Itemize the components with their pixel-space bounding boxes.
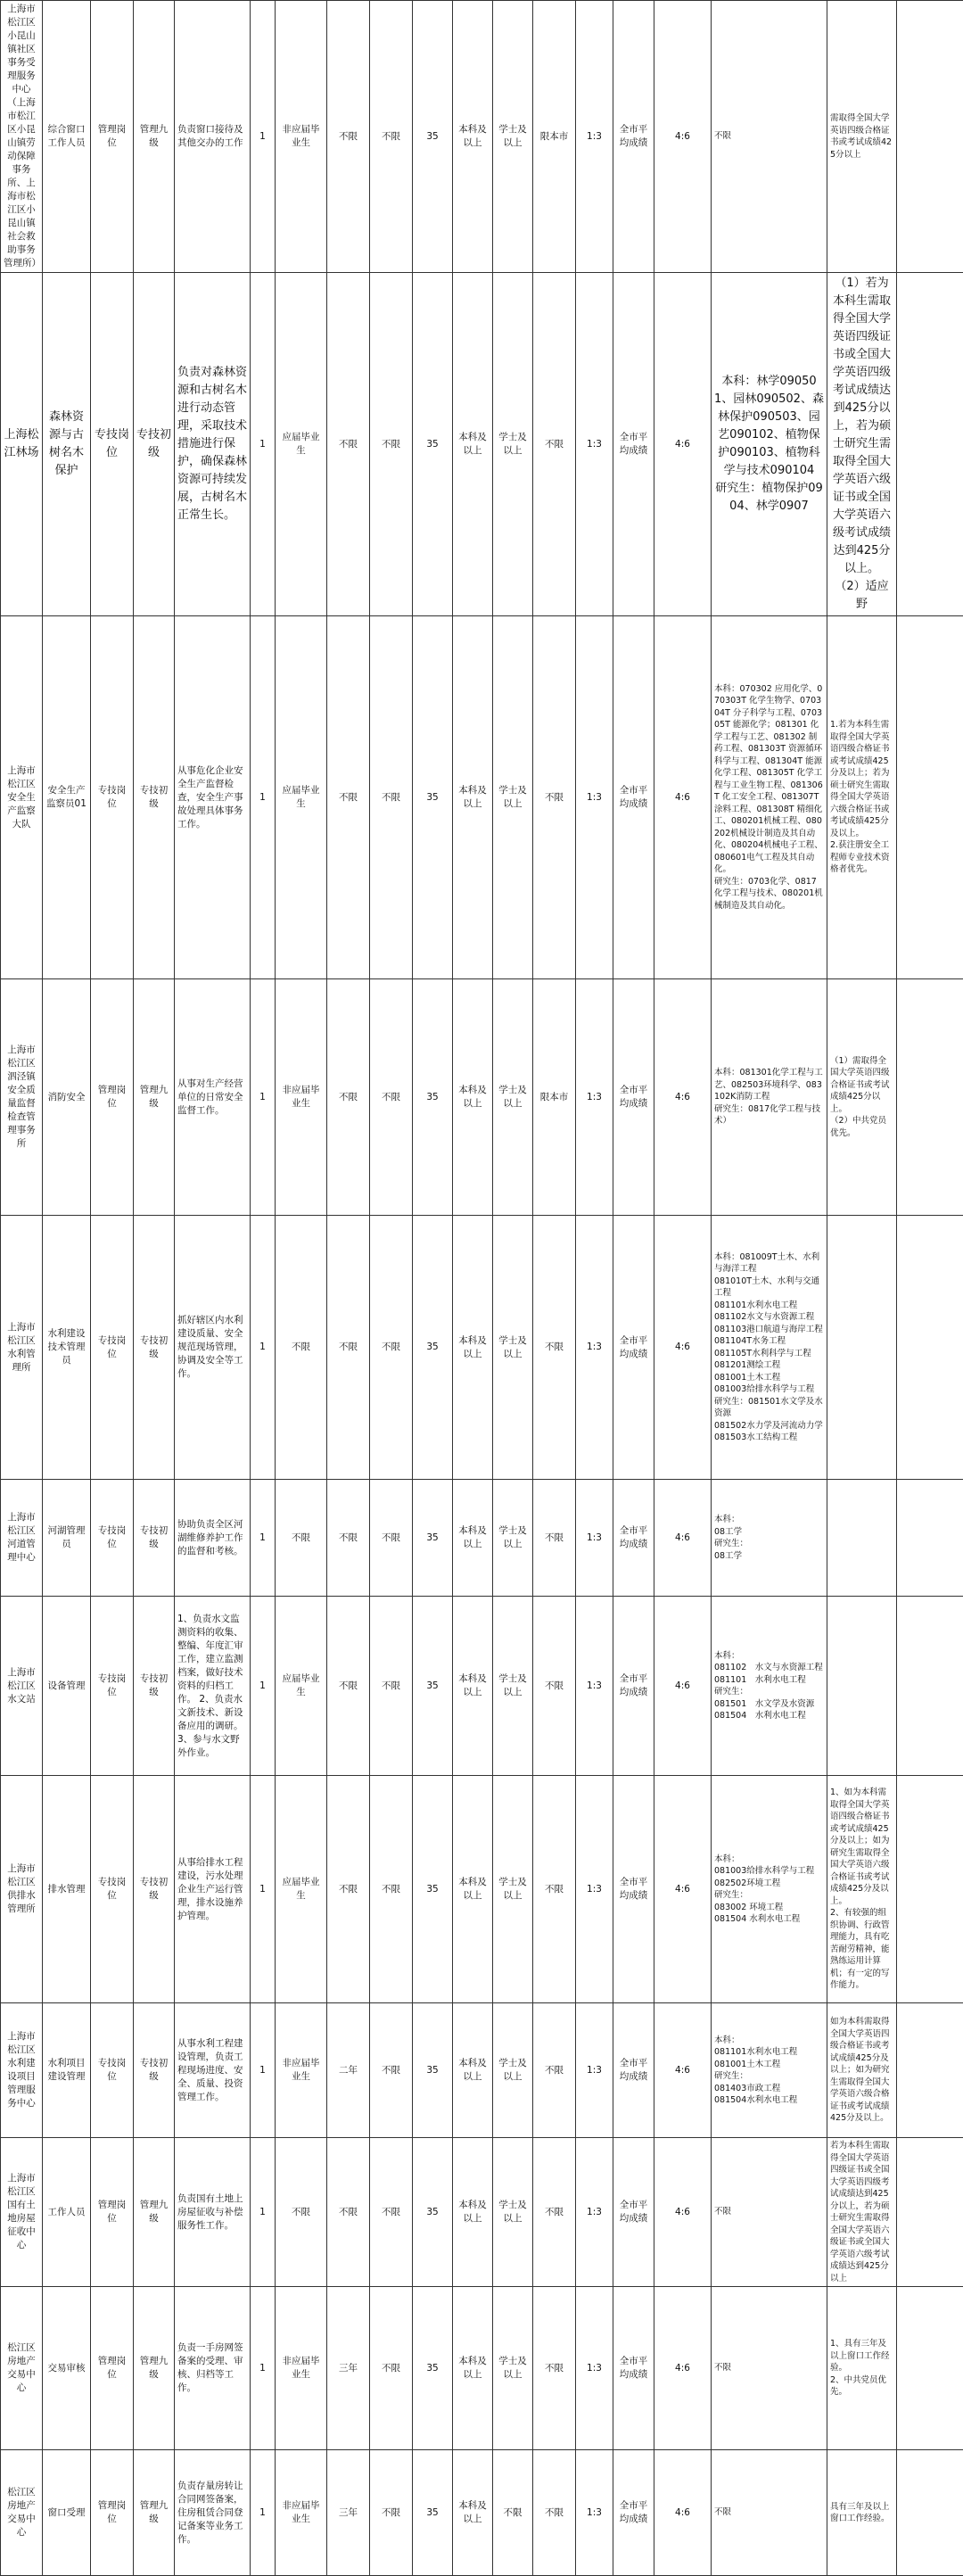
cell-ratio: 1:3 <box>576 616 613 979</box>
cell-education: 本科及以上 <box>453 1480 493 1597</box>
cell-unit: 上海市松江区水利管理所 <box>1 1216 43 1480</box>
cell-other: 如为本科需取得全国大学英语四级合格证书或考试成绩425分及以上；如为研究生需取得全国大学英语六级合格证书或考试成绩425分及以上。 <box>827 2003 897 2138</box>
cell-unit: 上海市松江区小昆山镇社区事务受理服务中心（上海市松江区小昆山镇劳动保障事务所、上海市松江区小昆山镇社会救助事务管理所） <box>1 1 43 273</box>
cell-position: 排水管理 <box>43 1776 91 2003</box>
cell-experience: 三年 <box>327 2287 370 2450</box>
cell-duties: 负责窗口接待及其他交办的工作 <box>175 1 251 273</box>
cell-degree: 学士及以上 <box>493 979 533 1216</box>
cell-major: 本科： 081102 水文与水资源工程 081101 水利水电工程 研究生： 081501 水文学及水资源 081504 水利水电工程 <box>712 1597 827 1776</box>
cell-position: 安全生产监察员01 <box>43 616 91 979</box>
table-row <box>1 616 963 979</box>
cell-target: 非应届毕业生 <box>276 2450 327 2576</box>
cell-major: 本科： 081101水利水电工程 081001土木工程 研究生： 081403市政工程 081504水利水电工程 <box>712 2003 827 2138</box>
cell-score-method: 全市平均成绩 <box>613 979 654 1216</box>
cell-target: 应届毕业生 <box>276 273 327 616</box>
cell-count: 1 <box>251 979 276 1216</box>
cell-count: 1 <box>251 1 276 273</box>
cell-household: 不限 <box>533 1216 576 1480</box>
cell-position: 水利项目建设管理 <box>43 2003 91 2138</box>
table-row <box>1 1216 963 1480</box>
cell-position: 消防安全 <box>43 979 91 1216</box>
cell-duties: 从事危化企业安全生产监督检查，安全生产事故处理具体事务工作。 <box>175 616 251 979</box>
cell-household: 不限 <box>533 273 576 616</box>
cell-unit: 松江区房地产交易中心 <box>1 2287 43 2450</box>
cell-age: 35 <box>413 616 453 979</box>
cell-degree: 学士及以上 <box>493 1480 533 1597</box>
cell-other <box>827 1216 897 1480</box>
cell-household: 不限 <box>533 2287 576 2450</box>
cell-other: （1）需取得全国大学英语四级合格证书或考试成绩425分以上。 （2）中共党员优先。 <box>827 979 897 1216</box>
cell-empty <box>897 2287 963 2450</box>
cell-education: 本科及以上 <box>453 979 493 1216</box>
cell-count: 1 <box>251 1597 276 1776</box>
cell-political: 不限 <box>370 2450 413 2576</box>
cell-empty <box>897 273 963 616</box>
cell-level: 专技初级 <box>134 1216 175 1480</box>
cell-empty <box>897 1216 963 1480</box>
cell-position: 设备管理 <box>43 1597 91 1776</box>
cell-empty <box>897 1480 963 1597</box>
cell-experience: 不限 <box>327 1776 370 2003</box>
cell-category: 专技岗位 <box>91 2003 134 2138</box>
cell-major: 不限 <box>712 2450 827 2576</box>
cell-weight: 4:6 <box>654 1 712 273</box>
cell-household: 不限 <box>533 616 576 979</box>
cell-political: 不限 <box>370 1480 413 1597</box>
cell-position: 综合窗口工作人员 <box>43 1 91 273</box>
cell-education: 本科及以上 <box>453 2003 493 2138</box>
table-row <box>1 273 963 616</box>
cell-experience: 不限 <box>327 616 370 979</box>
cell-target: 不限 <box>276 1480 327 1597</box>
cell-major: 本科：林学090501、园林090502、森林保护090503、园艺090102、植物保护090103、植物科学与技术090104 研究生：植物保护0904、林学0907 <box>712 273 827 616</box>
cell-political: 不限 <box>370 1 413 273</box>
cell-experience: 三年 <box>327 2450 370 2576</box>
cell-level: 专技初级 <box>134 1597 175 1776</box>
cell-household: 不限 <box>533 2003 576 2138</box>
cell-political: 不限 <box>370 979 413 1216</box>
cell-experience: 不限 <box>327 1 370 273</box>
cell-degree: 学士及以上 <box>493 1776 533 2003</box>
cell-weight: 4:6 <box>654 2450 712 2576</box>
cell-unit: 上海市松江区泗泾镇安全质量监督检查管理事务所 <box>1 979 43 1216</box>
cell-major: 不限 <box>712 1 827 273</box>
cell-age: 35 <box>413 1776 453 2003</box>
cell-empty <box>897 2003 963 2138</box>
cell-education: 本科及以上 <box>453 1776 493 2003</box>
cell-target: 应届毕业生 <box>276 1597 327 1776</box>
cell-category: 专技岗位 <box>91 1597 134 1776</box>
cell-degree: 学士及以上 <box>493 616 533 979</box>
cell-target: 不限 <box>276 2138 327 2287</box>
cell-category: 专技岗位 <box>91 1480 134 1597</box>
cell-score-method: 全市平均成绩 <box>613 2450 654 2576</box>
table-row <box>1 1480 963 1597</box>
table-row <box>1 2003 963 2138</box>
cell-household: 不限 <box>533 2450 576 2576</box>
cell-category: 管理岗位 <box>91 2450 134 2576</box>
cell-empty <box>897 979 963 1216</box>
cell-ratio: 1:3 <box>576 979 613 1216</box>
cell-position: 河湖管理员 <box>43 1480 91 1597</box>
cell-age: 35 <box>413 1597 453 1776</box>
cell-other <box>827 1480 897 1597</box>
cell-political: 不限 <box>370 1776 413 2003</box>
cell-other: （1）若为本科生需取得全国大学英语四级证书或全国大学英语四级考试成绩达到425分以上，若为硕士研究生需取得全国大学英语六级证书或全国大学英语六级考试成绩达到425分以上。 （2）适应野 <box>827 273 897 616</box>
cell-position: 水利建设技术管理员 <box>43 1216 91 1480</box>
cell-category: 管理岗位 <box>91 2138 134 2287</box>
cell-weight: 4:6 <box>654 1216 712 1480</box>
cell-empty <box>897 616 963 979</box>
cell-ratio: 1:3 <box>576 2138 613 2287</box>
cell-major: 本科：081009T土木、水利与海洋工程 081010T土木、水利与交通工程 081101水利水电工程 081102水文与水资源工程 081103港口航道与海岸工程 081104T水务工程 081105T水利科学与工程 081201测绘工程 081001土木工程 081003给排水科学与工程 研究生：081501水文学及水资源 081502水力学及河流动力学 081503水工结构工程 <box>712 1216 827 1480</box>
cell-degree: 学士及以上 <box>493 2003 533 2138</box>
cell-target: 非应届毕业生 <box>276 2003 327 2138</box>
cell-weight: 4:6 <box>654 1776 712 2003</box>
cell-empty <box>897 2138 963 2287</box>
cell-education: 本科及以上 <box>453 2450 493 2576</box>
cell-score-method: 全市平均成绩 <box>613 273 654 616</box>
cell-target: 非应届毕业生 <box>276 2287 327 2450</box>
table-row <box>1 979 963 1216</box>
cell-household: 不限 <box>533 1480 576 1597</box>
cell-empty <box>897 1597 963 1776</box>
cell-duties: 从事对生产经营单位的日常安全监督工作。 <box>175 979 251 1216</box>
cell-weight: 4:6 <box>654 2138 712 2287</box>
cell-position: 窗口受理 <box>43 2450 91 2576</box>
cell-major: 本科：081301化学工程与工艺、082503环境科学、083102K消防工程 研究生：0817化学工程与技术） <box>712 979 827 1216</box>
cell-target: 非应届毕业生 <box>276 1 327 273</box>
cell-political: 不限 <box>370 1216 413 1480</box>
cell-weight: 4:6 <box>654 2003 712 2138</box>
cell-unit: 上海市松江区水文站 <box>1 1597 43 1776</box>
cell-major: 本科： 08工学 研究生： 08工学 <box>712 1480 827 1597</box>
cell-category: 管理岗位 <box>91 1 134 273</box>
cell-ratio: 1:3 <box>576 1597 613 1776</box>
cell-count: 1 <box>251 273 276 616</box>
cell-political: 不限 <box>370 2287 413 2450</box>
cell-other: 若为本科生需取得全国大学英语四级证书或全国大学英语四级考试成绩达到425分以上，若为硕士研究生需取得全国大学英语六级证书或全国大学英语六级考试成绩达到425分以上 <box>827 2138 897 2287</box>
cell-political: 不限 <box>370 2138 413 2287</box>
cell-major: 本科：070302 应用化学、070303T 化学生物学、070304T 分子科学与工程、070305T 能源化学；081301 化学工程与工艺、081302 制药工程、081303T 资源循环科学与工程、081304T 能源化学工程、081305T 化学工程与工业生物工程、081306T 化工安全工程、081307T 涂料工程、081308T 精细化工、080201机械工程、080202机械设计制造及其自动化、080204机械电子工程、080601电气工程及其自动化。 研究生：0703化学、0817化学工程与技术、080201机械制造及其自动化。 <box>712 616 827 979</box>
cell-level: 管理九级 <box>134 1 175 273</box>
cell-other: 具有三年及以上窗口工作经验。 <box>827 2450 897 2576</box>
cell-other: 1.若为本科生需取得全国大学英语四级合格证书或考试成绩425分及以上；若为硕士研究生需取得全国大学英语六级合格证书或考试成绩425分及以上。 2.获注册安全工程师专业技术资格者优先。 <box>827 616 897 979</box>
cell-level: 专技初级 <box>134 273 175 616</box>
cell-category: 管理岗位 <box>91 2287 134 2450</box>
cell-count: 1 <box>251 2287 276 2450</box>
cell-major: 本科： 081003给排水科学与工程 082502环境工程 研究生： 083002 环境工程 081504 水利水电工程 <box>712 1776 827 2003</box>
cell-unit: 松江区房地产交易中心 <box>1 2450 43 2576</box>
cell-target: 不限 <box>276 1216 327 1480</box>
cell-age: 35 <box>413 2450 453 2576</box>
cell-weight: 4:6 <box>654 2287 712 2450</box>
cell-degree: 学士及以上 <box>493 2138 533 2287</box>
cell-score-method: 全市平均成绩 <box>613 1216 654 1480</box>
cell-level: 专技初级 <box>134 2003 175 2138</box>
cell-category: 专技岗位 <box>91 1216 134 1480</box>
cell-household: 不限 <box>533 1776 576 2003</box>
cell-empty <box>897 2450 963 2576</box>
cell-score-method: 全市平均成绩 <box>613 2287 654 2450</box>
cell-major: 不限 <box>712 2138 827 2287</box>
cell-degree: 学士及以上 <box>493 2287 533 2450</box>
cell-ratio: 1:3 <box>576 2003 613 2138</box>
cell-other <box>827 1597 897 1776</box>
cell-duties: 从事给排水工程建设，污水处理企业生产运行管理，排水设施养护管理。 <box>175 1776 251 2003</box>
cell-degree: 不限 <box>493 2450 533 2576</box>
cell-duties: 抓好辖区内水利建设质量、安全规范现场管理，协调及安全等工作。 <box>175 1216 251 1480</box>
cell-category: 管理岗位 <box>91 979 134 1216</box>
cell-duties: 负责国有土地上房屋征收与补偿服务性工作。 <box>175 2138 251 2287</box>
cell-ratio: 1:3 <box>576 1776 613 2003</box>
cell-duties: 负责一手房网签备案的受理、审核、归档等工作。 <box>175 2287 251 2450</box>
cell-education: 本科及以上 <box>453 1 493 273</box>
cell-category: 专技岗位 <box>91 1776 134 2003</box>
cell-other: 1、如为本科需取得全国大学英语四级合格证书或考试成绩425分及以上；如为研究生需取得全国大学英语六级合格证书或考试成绩425分及以上。 2、有较强的组织协调、行政管理能力，具有吃苦耐劳精神，能熟练运用计算机；有一定的写作能力。 <box>827 1776 897 2003</box>
cell-political: 不限 <box>370 616 413 979</box>
cell-unit: 上海市松江区水利建设项目管理服务中心 <box>1 2003 43 2138</box>
cell-level: 专技初级 <box>134 1776 175 2003</box>
cell-unit: 上海市松江区国有土地房屋征收中心 <box>1 2138 43 2287</box>
cell-empty <box>897 1 963 273</box>
table-row <box>1 1 963 273</box>
cell-score-method: 全市平均成绩 <box>613 2003 654 2138</box>
cell-duties: 协助负责全区河湖维修养护工作的监督和考核。 <box>175 1480 251 1597</box>
cell-weight: 4:6 <box>654 979 712 1216</box>
cell-count: 1 <box>251 1480 276 1597</box>
cell-unit: 上海市松江区安全生产监察大队 <box>1 616 43 979</box>
cell-category: 专技岗位 <box>91 616 134 979</box>
cell-count: 1 <box>251 1216 276 1480</box>
cell-household: 限本市 <box>533 979 576 1216</box>
cell-age: 35 <box>413 1216 453 1480</box>
cell-major: 不限 <box>712 2287 827 2450</box>
cell-count: 1 <box>251 1776 276 2003</box>
cell-experience: 不限 <box>327 979 370 1216</box>
cell-unit: 上海松江林场 <box>1 273 43 616</box>
cell-other: 需取得全国大学英语四级合格证书或考试成绩425分以上 <box>827 1 897 273</box>
cell-score-method: 全市平均成绩 <box>613 2138 654 2287</box>
cell-target: 应届毕业生 <box>276 1776 327 2003</box>
table-row <box>1 1776 963 2003</box>
cell-education: 本科及以上 <box>453 2287 493 2450</box>
cell-ratio: 1:3 <box>576 1 613 273</box>
cell-target: 非应届毕业生 <box>276 979 327 1216</box>
cell-other: 1、具有三年及以上窗口工作经验。 2、中共党员优先。 <box>827 2287 897 2450</box>
cell-experience: 不限 <box>327 1597 370 1776</box>
cell-ratio: 1:3 <box>576 2287 613 2450</box>
cell-duties: 从事水利工程建设管理，负责工程现场进度、安全、质量、投资管理工作。 <box>175 2003 251 2138</box>
cell-age: 35 <box>413 2138 453 2287</box>
cell-level: 专技初级 <box>134 616 175 979</box>
cell-target: 应届毕业生 <box>276 616 327 979</box>
cell-age: 35 <box>413 1 453 273</box>
cell-degree: 学士及以上 <box>493 1597 533 1776</box>
cell-weight: 4:6 <box>654 1597 712 1776</box>
cell-political: 不限 <box>370 273 413 616</box>
cell-experience: 二年 <box>327 2003 370 2138</box>
cell-degree: 学士及以上 <box>493 1216 533 1480</box>
cell-degree: 学士及以上 <box>493 1 533 273</box>
cell-ratio: 1:3 <box>576 1480 613 1597</box>
table-row <box>1 2138 963 2287</box>
cell-level: 管理九级 <box>134 979 175 1216</box>
cell-experience: 不限 <box>327 1480 370 1597</box>
cell-count: 1 <box>251 2138 276 2287</box>
cell-age: 35 <box>413 979 453 1216</box>
cell-duties: 1、负责水文监测资料的收集、整编、年度汇审工作，建立监测档案，做好技术资料的归档工作。 2、负责水文新技术、新设备应用的调研。 3、参与水文野外作业。 <box>175 1597 251 1776</box>
cell-position: 交易审核 <box>43 2287 91 2450</box>
cell-level: 专技初级 <box>134 1480 175 1597</box>
cell-score-method: 全市平均成绩 <box>613 1597 654 1776</box>
cell-experience: 不限 <box>327 1216 370 1480</box>
cell-duties: 负责对森林资源和古树名木进行动态管理，采取技术措施进行保护，确保森林资源可持续发展，古树名木正常生长。 <box>175 273 251 616</box>
cell-score-method: 全市平均成绩 <box>613 1480 654 1597</box>
cell-count: 1 <box>251 616 276 979</box>
table-row <box>1 2450 963 2576</box>
cell-experience: 不限 <box>327 2138 370 2287</box>
cell-weight: 4:6 <box>654 273 712 616</box>
cell-weight: 4:6 <box>654 1480 712 1597</box>
cell-ratio: 1:3 <box>576 1216 613 1480</box>
cell-household: 不限 <box>533 1597 576 1776</box>
cell-education: 本科及以上 <box>453 616 493 979</box>
cell-ratio: 1:3 <box>576 273 613 616</box>
cell-age: 35 <box>413 2287 453 2450</box>
cell-experience: 不限 <box>327 273 370 616</box>
table-row <box>1 2287 963 2450</box>
cell-duties: 负责存量房转让合同网签备案，住房租赁合同登记备案等业务工作。 <box>175 2450 251 2576</box>
cell-age: 35 <box>413 1480 453 1597</box>
cell-degree: 学士及以上 <box>493 273 533 616</box>
cell-position: 工作人员 <box>43 2138 91 2287</box>
cell-count: 1 <box>251 2450 276 2576</box>
cell-count: 1 <box>251 2003 276 2138</box>
cell-household: 限本市 <box>533 1 576 273</box>
cell-empty <box>897 1776 963 2003</box>
cell-household: 不限 <box>533 2138 576 2287</box>
cell-education: 本科及以上 <box>453 1597 493 1776</box>
cell-level: 管理九级 <box>134 2450 175 2576</box>
cell-ratio: 1:3 <box>576 2450 613 2576</box>
cell-level: 管理九级 <box>134 2138 175 2287</box>
cell-unit: 上海市松江区河道管理中心 <box>1 1480 43 1597</box>
cell-education: 本科及以上 <box>453 2138 493 2287</box>
cell-weight: 4:6 <box>654 616 712 979</box>
cell-position: 森林资源与古树名木保护 <box>43 273 91 616</box>
cell-education: 本科及以上 <box>453 1216 493 1480</box>
cell-unit: 上海市松江区供排水管理所 <box>1 1776 43 2003</box>
cell-level: 管理九级 <box>134 2287 175 2450</box>
cell-score-method: 全市平均成绩 <box>613 1 654 273</box>
cell-political: 不限 <box>370 2003 413 2138</box>
cell-political: 不限 <box>370 1597 413 1776</box>
cell-score-method: 全市平均成绩 <box>613 616 654 979</box>
table-row <box>1 1597 963 1776</box>
cell-age: 35 <box>413 2003 453 2138</box>
cell-age: 35 <box>413 273 453 616</box>
cell-category: 专技岗位 <box>91 273 134 616</box>
cell-score-method: 全市平均成绩 <box>613 1776 654 2003</box>
cell-education: 本科及以上 <box>453 273 493 616</box>
